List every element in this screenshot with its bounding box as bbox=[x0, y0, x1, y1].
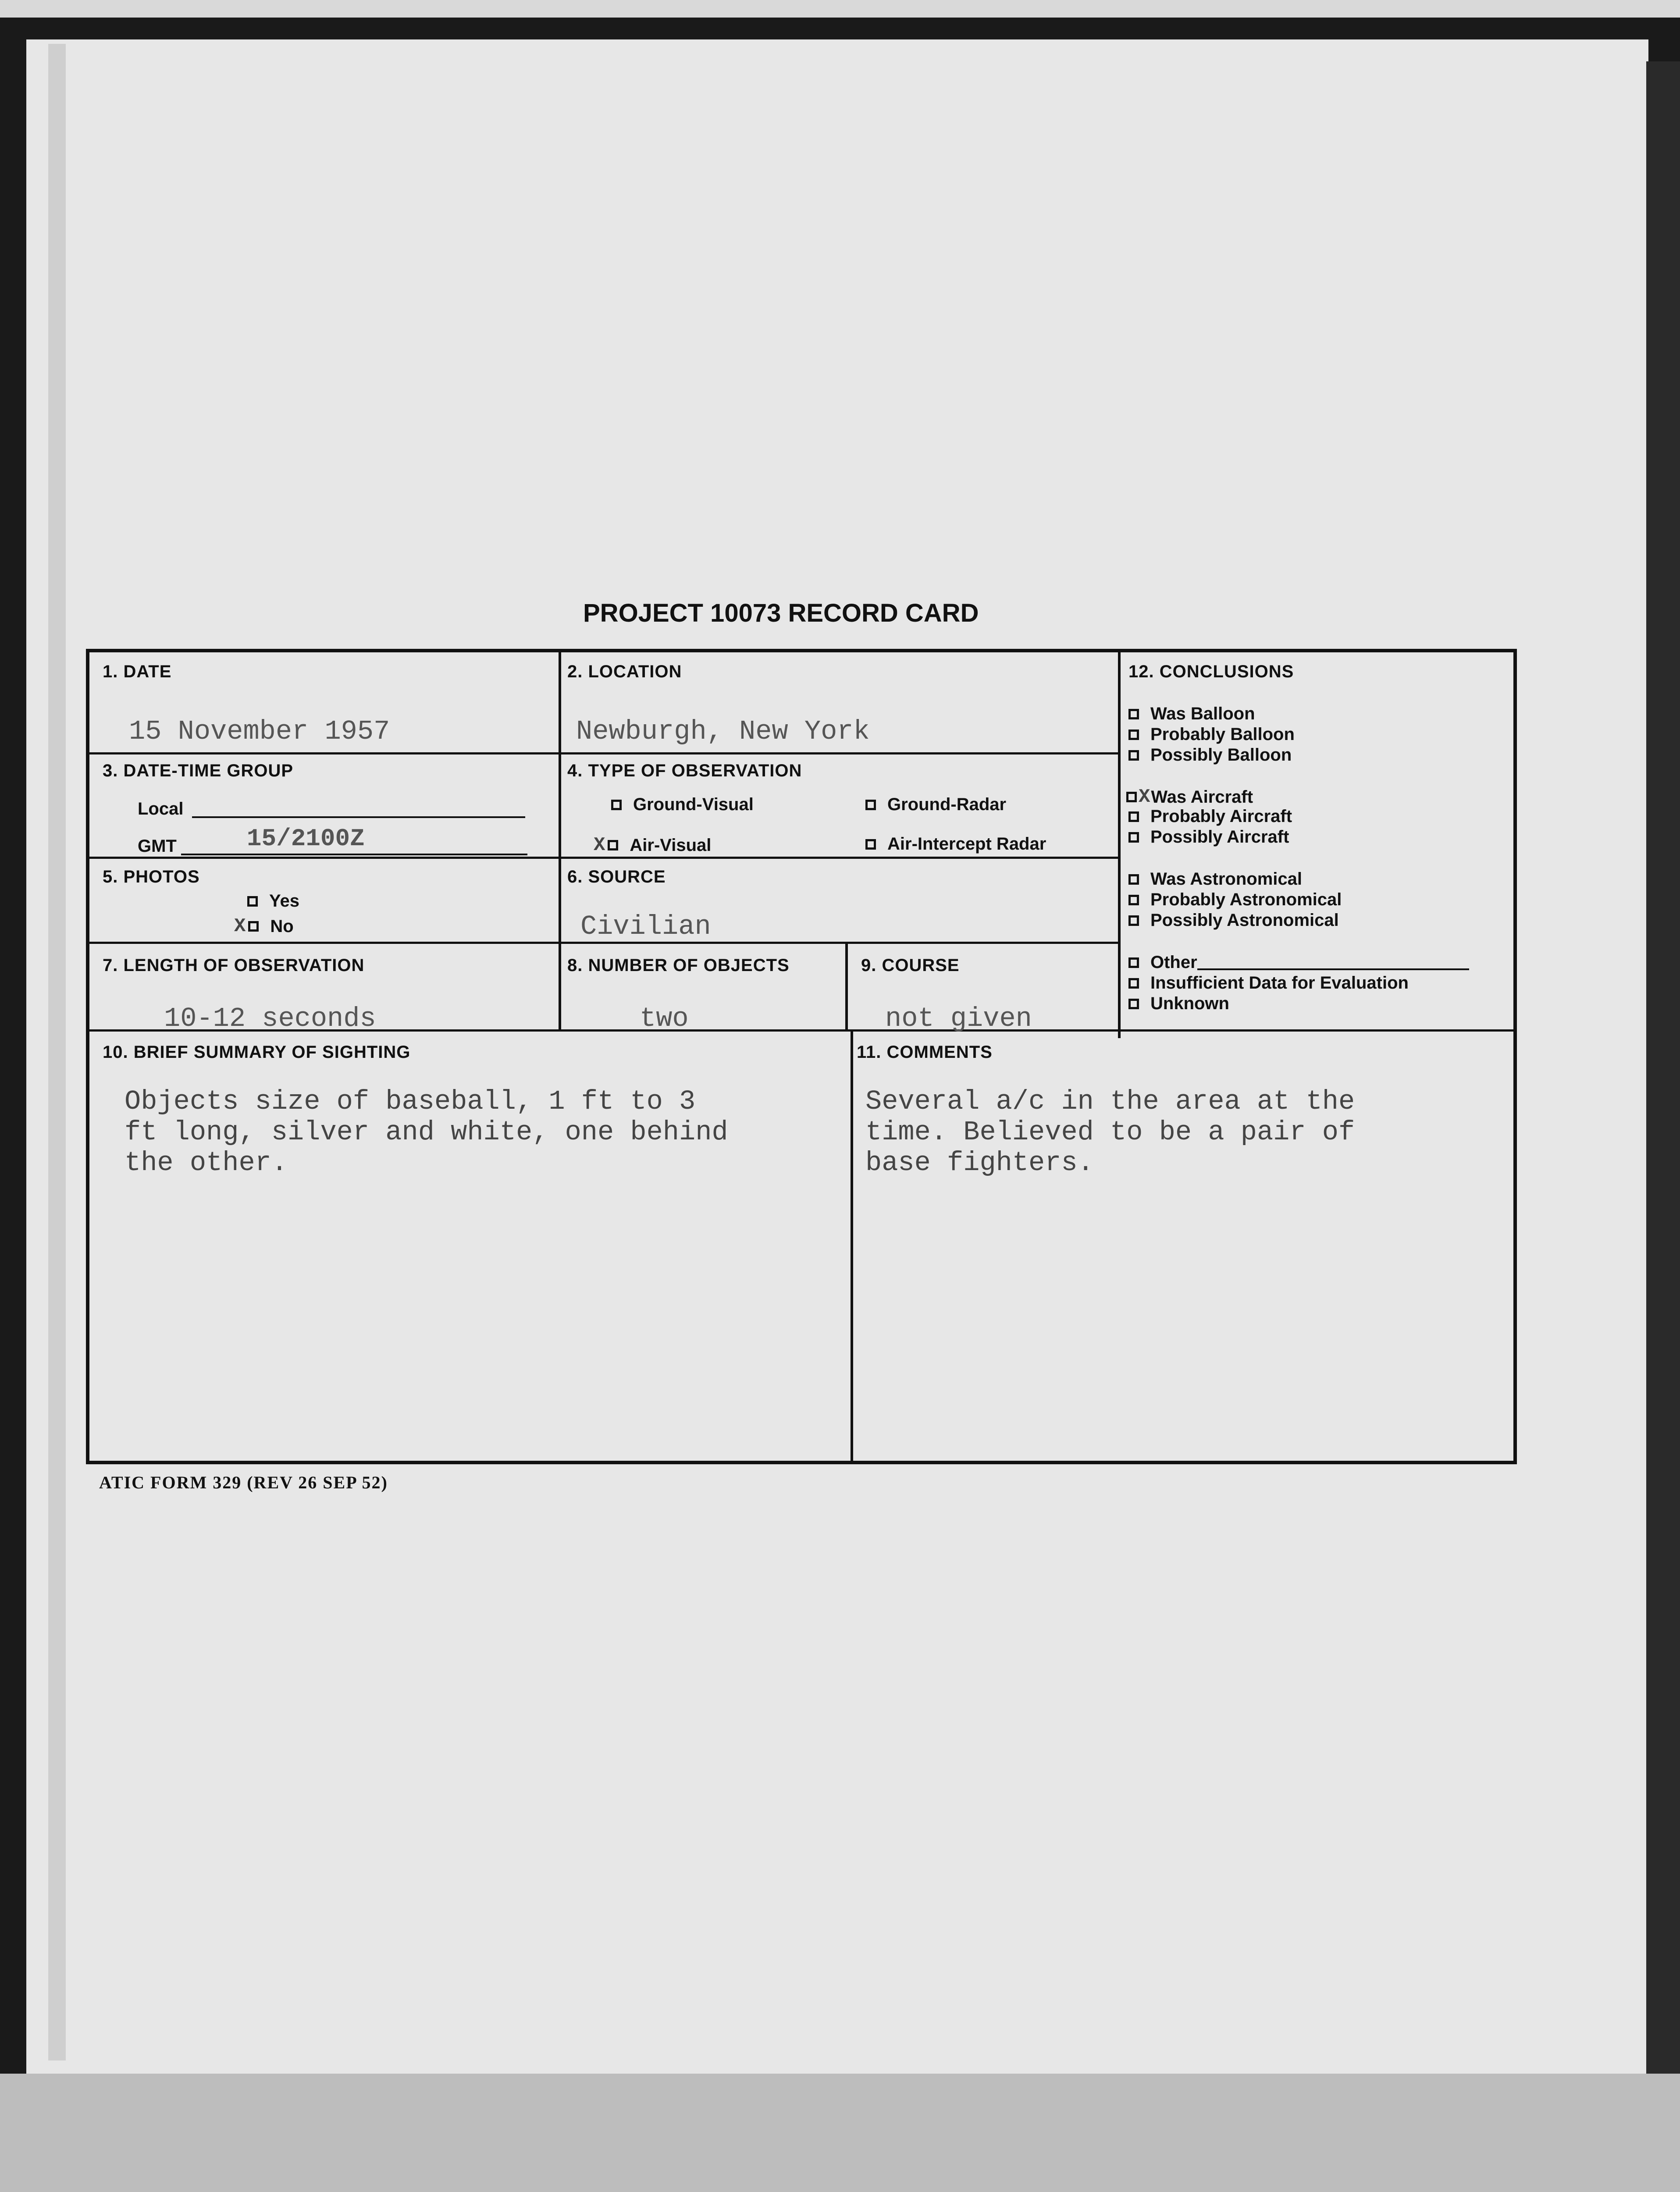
option-air-visual bbox=[594, 834, 711, 856]
conclusion-probably-astronomical bbox=[1128, 890, 1342, 910]
checkbox bbox=[1128, 874, 1139, 885]
checkbox bbox=[865, 800, 876, 810]
checkbox bbox=[1126, 792, 1137, 802]
course-label: 9. COURSE bbox=[861, 956, 960, 975]
course-value: not given bbox=[885, 1003, 1032, 1034]
divider bbox=[851, 1029, 853, 1463]
checkbox bbox=[1128, 915, 1139, 926]
dtg-label: 3. DATE-TIME GROUP bbox=[103, 761, 294, 780]
checkbox bbox=[1128, 999, 1139, 1009]
number-label: 8. NUMBER OF OBJECTS bbox=[567, 956, 790, 975]
checkbox bbox=[1128, 811, 1139, 822]
form-footer: ATIC FORM 329 (REV 26 SEP 52) bbox=[99, 1473, 388, 1492]
summary-text: Objects size of baseball, 1 ft to 3 ft long, silver and white, one behind the other. bbox=[125, 1086, 728, 1178]
option-label: Ground-Visual bbox=[633, 795, 754, 814]
location-value: Newburgh, New York bbox=[576, 716, 870, 747]
length-label: 7. LENGTH OF OBSERVATION bbox=[103, 956, 365, 975]
comments-label: 11. COMMENTS bbox=[857, 1043, 993, 1062]
conclusion-was-aircraft bbox=[1126, 786, 1253, 808]
conclusion-label: Was Astronomical bbox=[1150, 869, 1302, 889]
option-label: Yes bbox=[269, 891, 299, 911]
conclusion-probably-aircraft bbox=[1128, 807, 1292, 826]
checkbox bbox=[608, 840, 618, 850]
summary-label: 10. BRIEF SUMMARY OF SIGHTING bbox=[103, 1043, 411, 1062]
conclusion-label: Possibly Aircraft bbox=[1150, 827, 1289, 847]
conclusion-label: Other bbox=[1150, 953, 1197, 972]
conclusion-label: Was Aircraft bbox=[1151, 787, 1253, 807]
checkbox bbox=[1128, 895, 1139, 905]
divider bbox=[845, 942, 848, 1029]
conclusion-insufficient-data bbox=[1128, 973, 1409, 993]
dtg-local bbox=[138, 799, 525, 819]
option-ground-radar bbox=[865, 795, 1006, 815]
other-line bbox=[1197, 955, 1469, 970]
option-label: Ground-Radar bbox=[887, 795, 1007, 814]
conclusion-label: Possibly Balloon bbox=[1150, 745, 1292, 765]
option-photos-no bbox=[234, 915, 294, 937]
checkbox bbox=[1128, 957, 1139, 968]
comments-text: Several a/c in the area at the time. Believed to be a pair of base fighters. bbox=[865, 1086, 1355, 1178]
conclusion-label: Was Balloon bbox=[1150, 704, 1255, 723]
checkbox bbox=[1128, 750, 1139, 761]
conclusion-label: Probably Astronomical bbox=[1150, 890, 1342, 909]
conclusion-was-balloon bbox=[1128, 704, 1255, 724]
record-card bbox=[86, 649, 1517, 1464]
conclusion-possibly-balloon bbox=[1128, 745, 1292, 765]
location-label: 2. LOCATION bbox=[567, 662, 682, 681]
option-ground-visual bbox=[611, 795, 754, 815]
film-border-bottom bbox=[0, 2074, 1680, 2192]
check-mark: X bbox=[594, 834, 605, 856]
check-mark: X bbox=[234, 915, 246, 937]
checkbox bbox=[248, 921, 259, 932]
conclusion-label: Unknown bbox=[1150, 994, 1229, 1013]
checkbox bbox=[865, 839, 876, 850]
dtg-gmt-line bbox=[181, 824, 527, 855]
conclusion-label: Probably Balloon bbox=[1150, 725, 1295, 744]
checkbox bbox=[1128, 978, 1139, 989]
card-title: PROJECT 10073 RECORD CARD bbox=[583, 599, 979, 627]
option-label: Air-Intercept Radar bbox=[887, 834, 1046, 854]
option-photos-yes bbox=[247, 891, 299, 911]
conclusion-label: Insufficient Data for Evaluation bbox=[1150, 973, 1409, 993]
conclusion-label: Possibly Astronomical bbox=[1150, 911, 1339, 930]
dtg-gmt-label: GMT bbox=[138, 836, 177, 856]
date-label: 1. DATE bbox=[103, 662, 172, 681]
divider bbox=[1118, 652, 1121, 1038]
conclusion-possibly-astronomical bbox=[1128, 911, 1339, 930]
film-border-right bbox=[1646, 61, 1680, 2078]
dtg-gmt-value: 15/2100Z bbox=[246, 824, 365, 853]
photos-label: 5. PHOTOS bbox=[103, 867, 200, 886]
conclusion-possibly-aircraft bbox=[1128, 827, 1289, 847]
dtg-gmt bbox=[138, 824, 527, 856]
divider bbox=[89, 857, 1121, 859]
paper-fold-edge bbox=[48, 44, 66, 2060]
conclusion-probably-balloon bbox=[1128, 725, 1295, 744]
checkbox bbox=[611, 800, 622, 810]
film-border-top bbox=[0, 0, 1680, 18]
checkbox bbox=[1128, 709, 1139, 719]
divider bbox=[559, 652, 561, 1029]
conclusion-other bbox=[1128, 953, 1469, 972]
date-value: 15 November 1957 bbox=[129, 716, 390, 747]
option-air-intercept bbox=[865, 834, 1046, 854]
check-mark: X bbox=[1139, 786, 1150, 808]
dtg-local-line bbox=[192, 801, 525, 818]
length-value: 10-12 seconds bbox=[164, 1003, 376, 1034]
divider bbox=[89, 752, 1121, 754]
conclusions-label: 12. CONCLUSIONS bbox=[1128, 662, 1294, 681]
checkbox bbox=[247, 896, 258, 907]
option-label: No bbox=[270, 916, 294, 936]
conclusion-was-astronomical bbox=[1128, 869, 1302, 889]
source-value: Civilian bbox=[580, 911, 711, 942]
type-obs-label: 4. TYPE OF OBSERVATION bbox=[567, 761, 802, 780]
checkbox bbox=[1128, 832, 1139, 843]
number-value: two bbox=[640, 1003, 689, 1034]
checkbox bbox=[1128, 729, 1139, 740]
conclusion-label: Probably Aircraft bbox=[1150, 807, 1292, 826]
option-label: Air-Visual bbox=[630, 835, 712, 855]
source-label: 6. SOURCE bbox=[567, 867, 666, 886]
conclusion-unknown bbox=[1128, 994, 1229, 1014]
dtg-local-label: Local bbox=[138, 799, 184, 818]
